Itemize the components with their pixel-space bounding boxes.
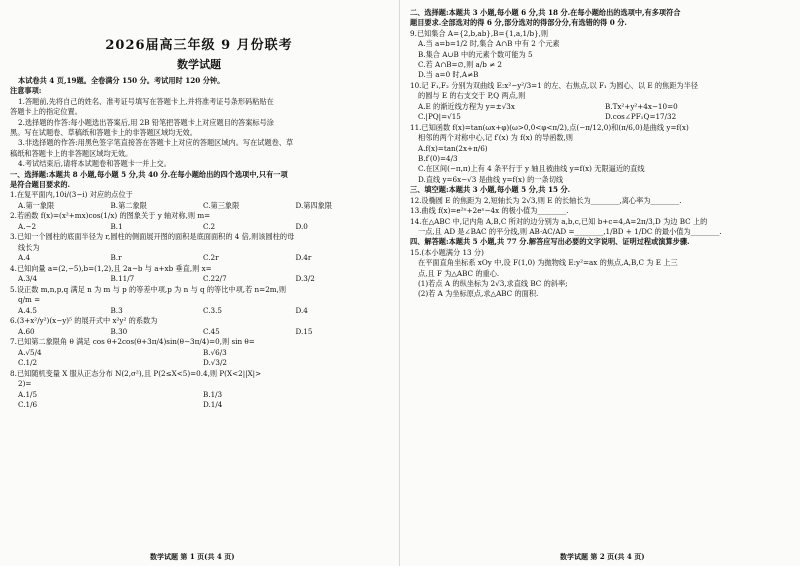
question <box>10 264 388 285</box>
option-row <box>10 253 388 264</box>
answer-option: A.f(x)=tan(2x+π/6) <box>418 143 488 153</box>
answer-option: C.1/6 <box>18 400 38 410</box>
section-2-heading <box>410 8 792 29</box>
option-row <box>10 348 388 359</box>
answer-option: A.60 <box>18 326 35 336</box>
question <box>410 123 792 185</box>
section-heading-line: 二、选择题:本题共 3 小题,每小题 6 分,共 18 分.在每小题给出的选项中,有多项符合 <box>410 8 681 17</box>
question-15-line: 点,且 F 为△ABC 的重心. <box>418 268 500 278</box>
answer-option: B.集合 A∪B 中的元素个数可能为 5 <box>418 49 533 59</box>
answer-option: A.1/5 <box>18 389 38 399</box>
answer-option: B.第二象限 <box>110 200 147 210</box>
question-stem: 7.已知第二象限角 θ 满足 cos θ+2cos(θ+3π/4)sin(θ−3π/4)=0,则 sin θ= <box>10 337 255 347</box>
question <box>410 29 792 81</box>
fill-question-line: 13.曲线 f(x)=e²ˣ+2eˣ−4x 的极小值为________. <box>410 206 569 216</box>
page-1-footer: 数学试题 第 1 页(共 4 页) <box>150 552 235 561</box>
option-row <box>10 400 388 411</box>
question-stem: q/m = <box>18 295 41 305</box>
notice-line: 3.非选择题的作答:用黑色签字笔直接答在答题卡上对应的答题区域内。写在试题卷、草 <box>18 138 294 148</box>
answer-option: C.45 <box>203 326 220 336</box>
section-3-heading: 三、填空题:本题共 3 小题,每小题 5 分,共 15 分. <box>410 185 571 195</box>
question <box>10 285 388 316</box>
answer-option: A.4.5 <box>18 305 37 315</box>
option-row <box>10 222 388 233</box>
option-row <box>10 306 388 317</box>
answer-option: A.第一象限 <box>18 200 55 210</box>
answer-option: B.1 <box>110 221 123 231</box>
notice-line: 稿纸和答题卡上的非答题区域均无效。 <box>10 148 133 158</box>
notice-list <box>10 97 388 170</box>
question-15-line: (2)若 A 为坐标原点,求△ABC 的面积. <box>418 289 539 299</box>
question-stem: 3.已知一个圆柱的底面半径为 r,圆柱的侧面展开图的面积是底面面积的 4 倍,则该圆柱的母 <box>10 232 295 242</box>
fill-question-line: 14.在△ABC 中,记内角 A,B,C 所对的边分别为 a,b,c,已知 b+c=4,A=2π/3,D 为边 BC 上的 <box>410 216 708 226</box>
question <box>10 369 388 411</box>
question-stem: 线长为 <box>18 242 40 252</box>
answer-option: A.√5/4 <box>18 347 42 357</box>
notice-title: 注意事项: <box>10 86 42 96</box>
question <box>10 211 388 232</box>
option-row <box>10 390 388 401</box>
question-15-line: 在平面直角坐标系 xOy 中,设 F(1,0) 为抛物线 E:y²=ax 的焦点,A,B,C 为 E 上三 <box>418 258 678 268</box>
answer-option: C.|PQ|=√15 <box>418 112 461 122</box>
answer-option: B.1/3 <box>203 389 223 399</box>
question-15-line: 15.(本小题满分 13 分) <box>410 247 484 257</box>
page-divider <box>399 0 400 566</box>
answer-option: A.4 <box>18 253 31 263</box>
notice-line: 1.答题前,先将自己的姓名、准考证号填写在答题卡上,并将准考证号条形码粘贴在 <box>18 96 274 106</box>
page-2 <box>410 8 792 548</box>
question-stem: 8.已知随机变量 X 服从正态分布 N(2,σ²),且 P(2≤X<5)=0.4,则 P(X<2||X|> <box>10 368 262 378</box>
question <box>410 81 792 123</box>
notice-line: 2.选择题的作答:每小题选出答案后,用 2B 铅笔把答题卡上对应题目的答案标号涂 <box>18 117 274 127</box>
question <box>10 337 388 369</box>
question-stem: 11.已知函数 f(x)=tan(ωx+φ)(ω>0,0<φ<π/2),点(−π/12,0)和(π/6,0)是曲线 y=f(x) <box>410 122 689 132</box>
notice-line: 4.考试结束后,请将本试题卷和答题卡一并上交。 <box>18 159 171 169</box>
exam-subtitle: 数学试题 <box>177 58 221 71</box>
section-1-questions <box>10 190 388 410</box>
question-stem: 1.在复平面内,10i/(3−i) 对应的点位于 <box>10 190 133 200</box>
notice-line: 黑。写在试题卷、草稿纸和答题卡上的非答题区域均无效。 <box>10 128 197 138</box>
option-row <box>10 274 388 285</box>
answer-option: C.3.5 <box>203 305 222 315</box>
answer-option: C.2r <box>203 253 219 263</box>
exam-title: 2026届高三年级 9 月份联考 <box>105 38 293 53</box>
answer-option: D.当 a=0 时,A≠B <box>418 70 479 80</box>
option-row <box>410 102 792 113</box>
answer-option: C.22/7 <box>203 274 227 284</box>
question-stem: 5.设正数 m,n,p,q 满足 n 为 m 与 p 的等差中项,p 为 n 与 q 的等比中项,若 n=2m,则 <box>10 284 287 294</box>
option-row <box>10 358 388 369</box>
answer-option: D.4r <box>295 253 312 263</box>
answer-option: D.直线 y=6x−√3 是曲线 y=f(x) 的一条切线 <box>418 174 564 184</box>
answer-option: A.E 的渐近线方程为 y=±√3x <box>418 101 515 111</box>
section-heading-line: 是符合题目要求的. <box>10 180 71 190</box>
answer-option: C.第三象限 <box>203 200 240 210</box>
question-stem: 2.若函数 f(x)=(x²+mx)cos(1/x) 的图象关于 y 轴对称,则 m= <box>10 211 211 221</box>
question-stem: 4.已知向量 a=(2,−5),b=(1,2),且 2a−b 与 a+xb 垂直,则 x= <box>10 263 212 273</box>
question <box>10 190 388 211</box>
section-1-heading <box>10 170 388 191</box>
option-row <box>410 112 792 123</box>
answer-option: D.√3/2 <box>203 358 227 368</box>
answer-option: C.在区间(−π,π)上有 4 条平行于 y 轴且被曲线 y=f(x) 无限逼近的直线 <box>418 164 645 174</box>
question-stem: 相邻的两个对称中心,记 f′(x) 为 f(x) 的导函数,则 <box>418 133 573 143</box>
question-stem: 6.(3+x²/y²)(x−y)⁵ 的展开式中 x²y² 的系数为 <box>10 316 158 326</box>
question-stem: 10.记 F₁,F₂ 分别为双曲线 E:x²−y²/3=1 的左、右焦点,以 F₁ 为圆心、以 E 的焦距为半径 <box>410 80 698 90</box>
option-row <box>10 327 388 338</box>
answer-option: C.2 <box>203 221 216 231</box>
question-stem: 2)= <box>18 379 32 389</box>
answer-option: B.11/7 <box>110 274 135 284</box>
answer-option: D.15 <box>295 326 313 336</box>
answer-option: B.f′(0)=4/3 <box>418 154 458 164</box>
answer-option: D.3/2 <box>295 274 315 284</box>
question <box>10 232 388 263</box>
question-stem: 的圆与 E 的右支交于 P,Q 两点,则 <box>418 91 526 101</box>
answer-option: B.r <box>110 253 122 263</box>
answer-option: D.cos∠PF₁Q=17/32 <box>605 112 677 122</box>
fill-question-line: 一点,且 AD 是∠BAC 的平分线,则 AB·AC/AD =________,1/BD + 1/DC 的最小值为________. <box>418 226 722 236</box>
page-2-footer: 数学试题 第 2 页(共 4 页) <box>560 552 645 561</box>
option-row <box>10 201 388 212</box>
section-heading-line: 题目要求.全部选对的得 6 分,部分选对的得部分分,有选错的得 0 分. <box>410 18 627 28</box>
answer-option: B.3 <box>110 305 123 315</box>
answer-option: D.第四象限 <box>295 200 333 210</box>
answer-option: D.1/4 <box>203 400 223 410</box>
answer-option: C.1/2 <box>18 358 38 368</box>
answer-option: C.若 A∩B=∅,则 a/b ≠ 2 <box>418 60 503 70</box>
answer-option: B.30 <box>110 326 128 336</box>
section-heading-line: 一、选择题:本题共 8 小题,每小题 5 分,共 40 分.在每小题给出的四个选项中,只有一项 <box>10 169 288 179</box>
exam-intro: 本试卷共 4 页,19题。全卷满分 150 分。考试用时 120 分钟。 <box>18 76 225 85</box>
fill-question-line: 12.设椭圆 E 的焦距为 2,短轴长为 2√3,则 E 的长轴长为________,离心率为________. <box>410 195 682 205</box>
question <box>10 316 388 337</box>
answer-option: A.−2 <box>18 221 37 231</box>
answer-option: A.3/4 <box>18 274 38 284</box>
answer-option: B.Tx²+y²+4x−10=0 <box>605 101 678 111</box>
answer-option: A.当 a=b=1/2 时,集合 A∩B 中有 2 个元素 <box>418 39 560 49</box>
section-3-questions <box>410 196 792 238</box>
question-15-line: (1)若点 A 的纵坐标为 2√3,求直线 BC 的斜率; <box>418 278 568 288</box>
section-4-heading: 四、解答题:本题共 5 小题,共 77 分.解答应写出必要的文字说明、证明过程或演算步骤. <box>410 237 690 247</box>
question-15 <box>410 248 792 300</box>
answer-option: D.4 <box>295 305 308 315</box>
page-1 <box>10 8 388 548</box>
question-stem: 9.已知集合 A={2,b,ab},B={1,a,1/b},则 <box>410 28 549 38</box>
notice-line: 答题卡上的指定位置。 <box>10 107 82 117</box>
section-2-questions <box>410 29 792 185</box>
answer-option: D.0 <box>295 221 308 231</box>
answer-option: B.√6/3 <box>203 347 227 357</box>
